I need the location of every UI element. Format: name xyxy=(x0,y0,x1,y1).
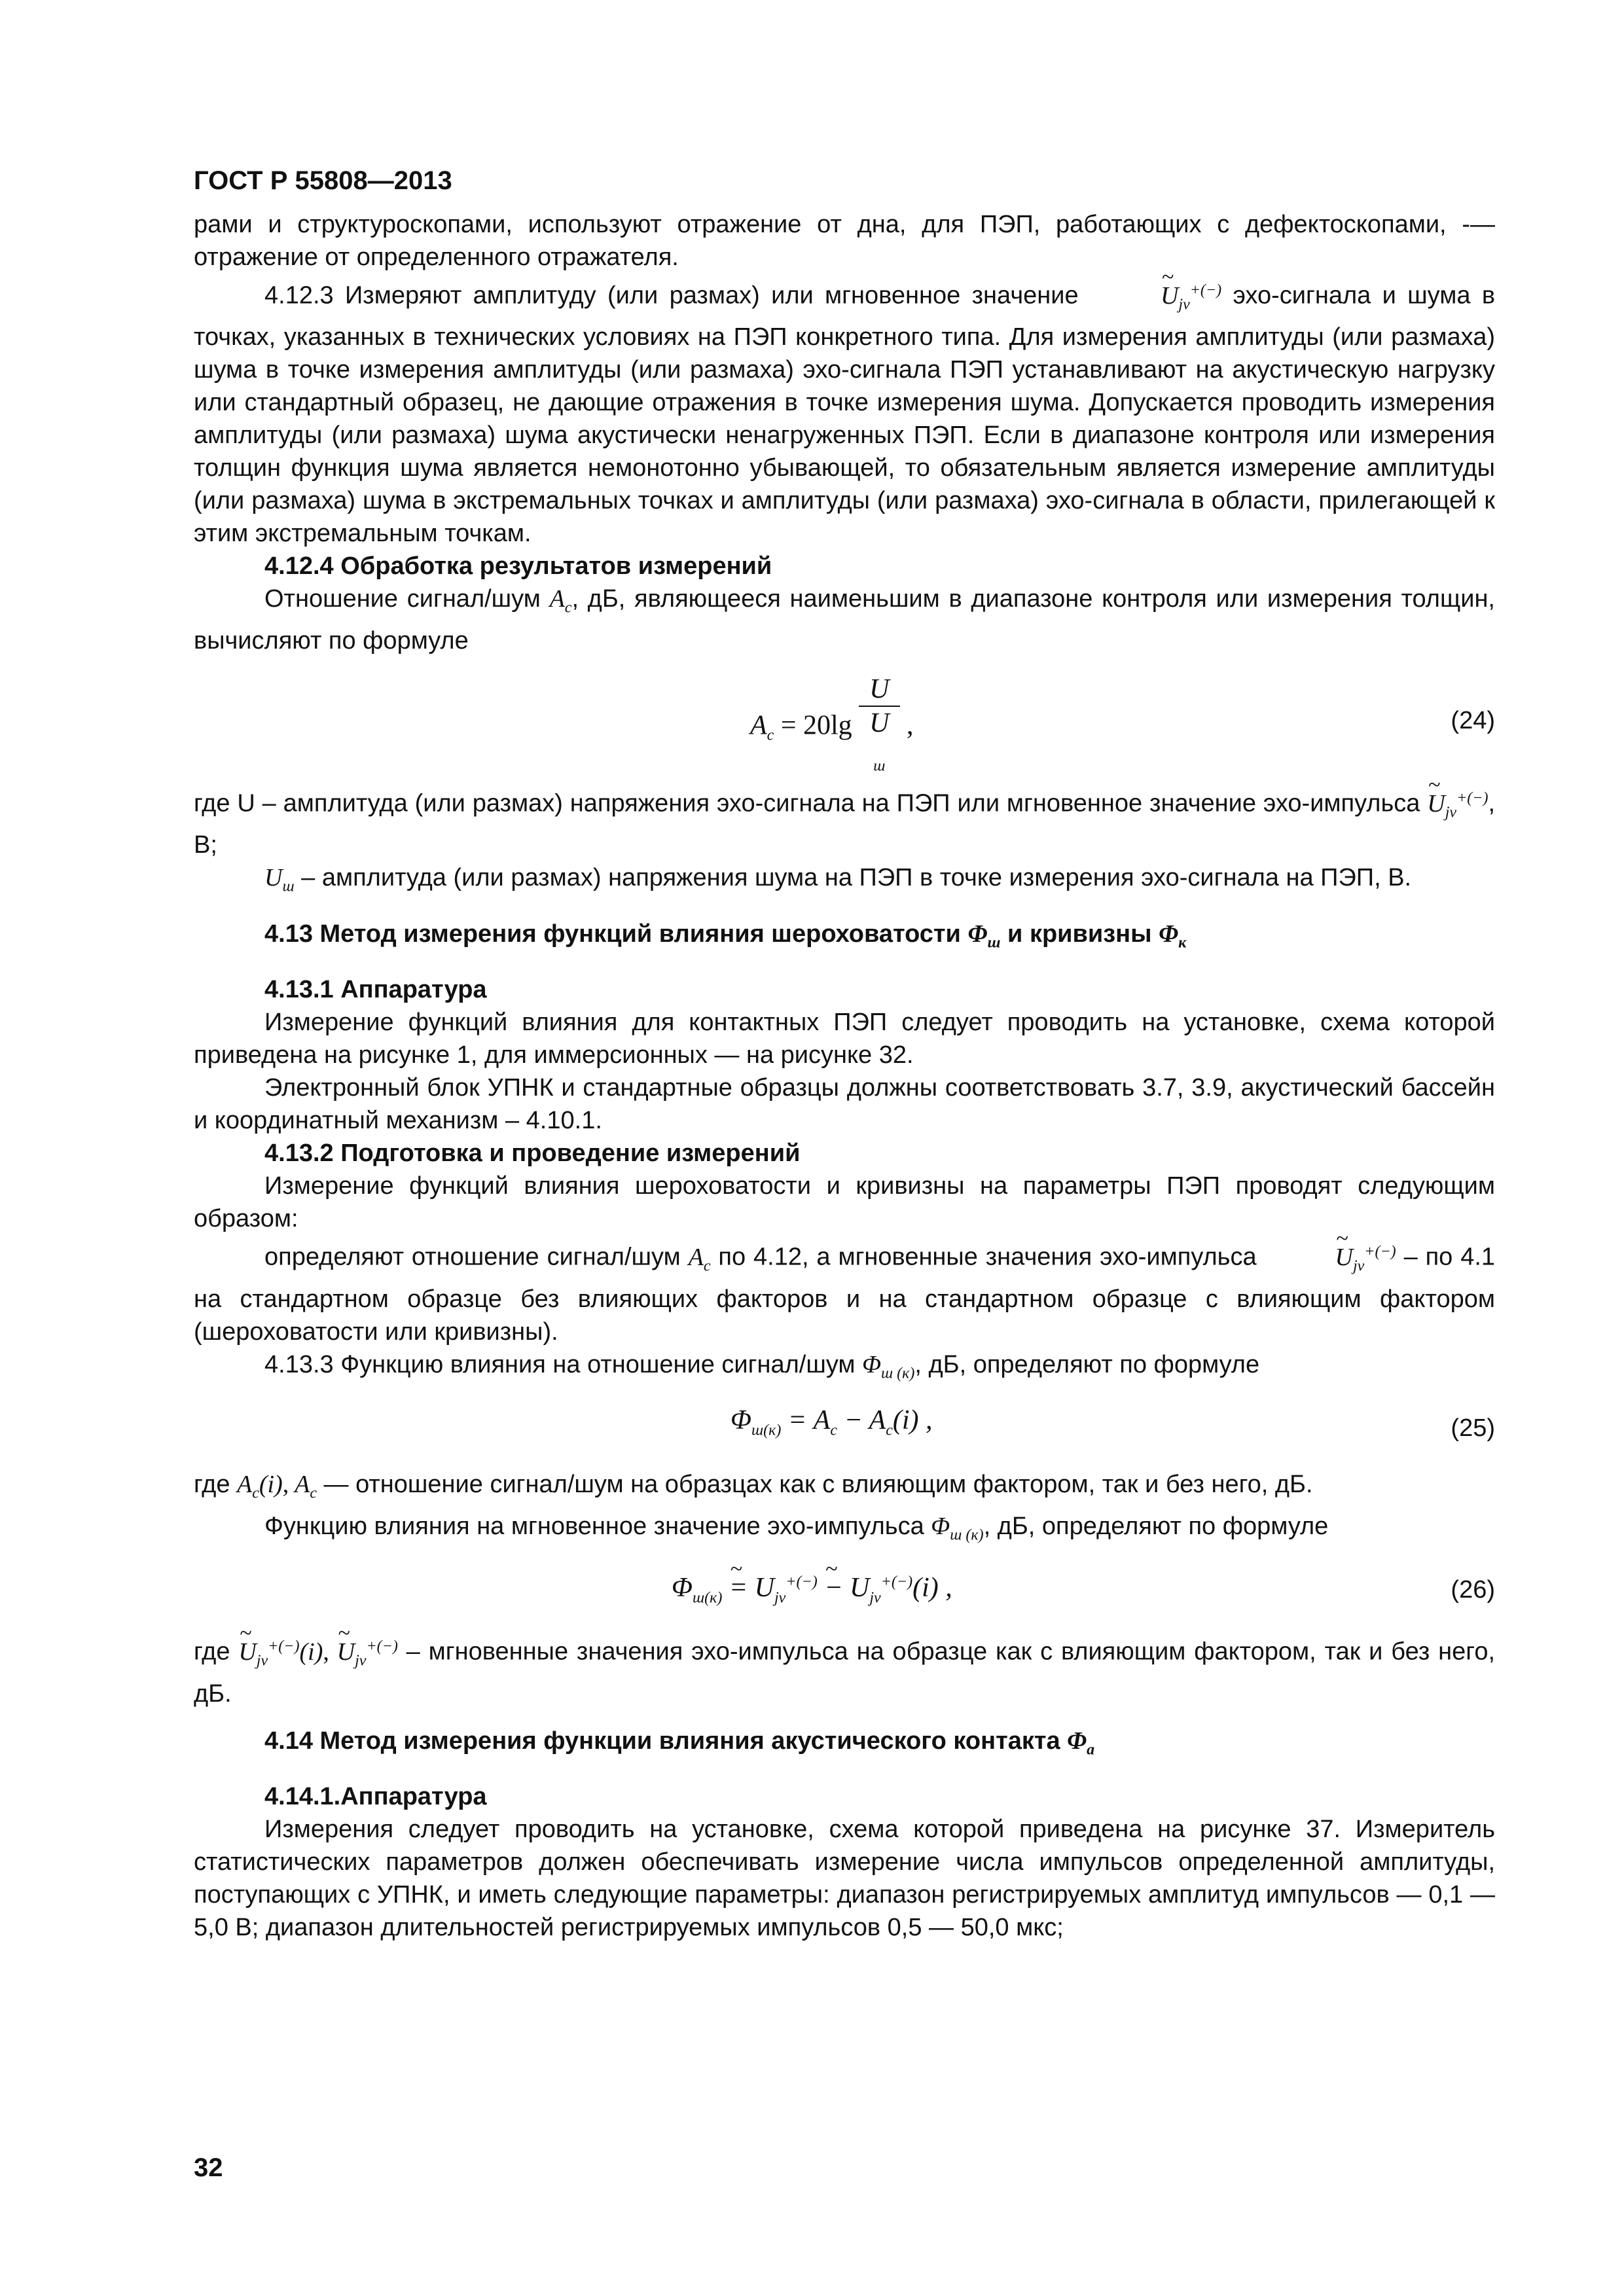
text: 4.12.3 Измеряют амплитуду (или размах) или мгновенное значение xyxy=(264,281,1079,310)
paragraph: Измерение функций влияния шероховатости и кривизны на параметры ПЭП проводят следующим образом: xyxy=(194,1172,1495,1233)
heading-4-13-2: 4.13.2 Подготовка и проведение измерений xyxy=(264,1139,801,1168)
heading-4-12-4: 4.12.4 Обработка результатов измерений xyxy=(264,552,772,581)
text: эхо-сигнала и шума в точках, указанных в технических условиях на ПЭП конкретного типа. Для измерения амплитуды (или размаха) шума в точке измерения амплитуды (или размаха) эхо-сигнала ПЭП устанавливают на акустическую нагрузку или стандартный образец, не дающие отражения в точке измерения шума. Допускается проводить измерения амплитуды (или размаха) шума акустически ненагруженных ПЭП. Если в диапазоне контроля или измерения толщин функция шума является немонотонно убывающей, то обязательным является измерение амплитуды (или размаха) шума в экстремальных точках и амплитуды (или размаха) эхо-сигнала в области, прилегающей к этим экстремальным точкам. xyxy=(194,281,1496,548)
formula-number: (25) xyxy=(1451,1414,1495,1443)
standard-header: ГОСТ Р 55808—2013 xyxy=(194,166,452,195)
paragraph: $U_ш$ – амплитуда (или размах) напряжения шума на ПЭП в точке измерения эхо-сигнала на ПЭП, В. xyxy=(264,864,1412,895)
heading-4-14: 4.14 Метод измерения функции влияния акустического контакта $\Phi_а$ xyxy=(264,1727,1095,1759)
heading-4-14-1: 4.14.1.Аппаратура xyxy=(264,1783,487,1811)
paragraph: определяют отношение сигнал/шум $A_c$ по 4.12, а мгновенные значения эхо-импульса ~ $U_{jv}^{+(-)}$ – по 4.1 на стандартном образце без влияющих факторов и на стандартном образце с влияющим фактором (шероховатости или кривизны). xyxy=(194,1235,1495,1348)
paragraph-4-12-3 xyxy=(194,274,1495,550)
formula-number: (24) xyxy=(1451,706,1495,734)
paragraph: где ~ $U_{jv}^{+(-)}(i)$, ~ $U_{jv}^{+(-)}$ – мгновенные значения эхо-импульса на образце как с влияющим фактором, так и без него, дБ. xyxy=(194,1630,1495,1710)
paragraph: Функцию влияния на мгновенное значение эхо-импульса $\Phi_{ш (к)}$, дБ, определяют по формуле xyxy=(264,1512,1329,1544)
heading-4-13: 4.13 Метод измерения функций влияния шероховатости $\Phi_ш$ и кривизны $\Phi_к$ xyxy=(264,920,1187,952)
paragraph: Отношение сигнал/шум $A_c$, дБ, являющееся наименьшим в диапазоне контроля или измерения толщин, вычисляют по формуле xyxy=(194,585,1495,655)
paragraph: Измерение функций влияния для контактных ПЭП следует проводить на установке, схема которой приведена на рисунке 1, для иммерсионных — на рисунке 32. xyxy=(194,1009,1495,1069)
paragraph: 4.13.3 Функцию влияния на отношение сигнал/шум $\Phi_{ш (к)}$, дБ, определяют по формуле xyxy=(264,1350,1260,1382)
paragraph xyxy=(194,208,1495,274)
paragraph: Электронный блок УПНК и стандартные образцы должны соответствовать 3.7, 3.9, акустический бассейн и координатный механизм – 4.10.1. xyxy=(194,1074,1495,1135)
formula-24: $A_c = 20\lg$ U U $_ш$ , (24) xyxy=(750,673,1495,775)
formula-26: $\Phi_{ш(к)}$ ~ = $U_{jv}^{+(-)}$ ~ − $U_{jv}^{+(-)}(i)$ , (26) xyxy=(194,1551,1495,1630)
body-text xyxy=(194,208,1495,1944)
page-number: 32 xyxy=(194,2153,223,2182)
formula-number: (26) xyxy=(1451,1576,1495,1604)
formula-25: $\Phi_{ш(к)} = A_c - A_c(i)$ , (25) xyxy=(194,1390,1495,1468)
paragraph: где U – амплитуда (или размах) напряжения эхо-сигнала на ПЭП или мгновенное значение эхо-импульса ~ $U_{jv}^{+(-)}$, В; xyxy=(194,781,1495,861)
paragraph: Измерения следует проводить на установке, схема которой приведена на рисунке 37. Измеритель статистических параметров должен обеспечивать измерение числа импульсов определенной амплитуды, поступающих с УПНК, и иметь следующие параметры: диапазон регистрируемых амплитуд импульсов — 0,1 — 5,0 В; диапазон длительностей регистрируемых импульсов 0,5 — 50,0 мкс; xyxy=(194,1816,1495,1942)
paragraph: где $A_c(i)$, $A_c$ — отношение сигнал/шум на образцах как с влияющим фактором, так и без него, дБ. xyxy=(194,1471,1313,1502)
heading-4-13-1: 4.13.1 Аппаратура xyxy=(264,976,487,1004)
text: рами и структуроскопами, используют отражение от дна, для ПЭП, работающих с дефектоскопами, -— отражение от определенного отражателя. xyxy=(194,211,1495,271)
echo-symbol: ~ $U_{jv}^{+(-)}$ xyxy=(1090,282,1221,310)
